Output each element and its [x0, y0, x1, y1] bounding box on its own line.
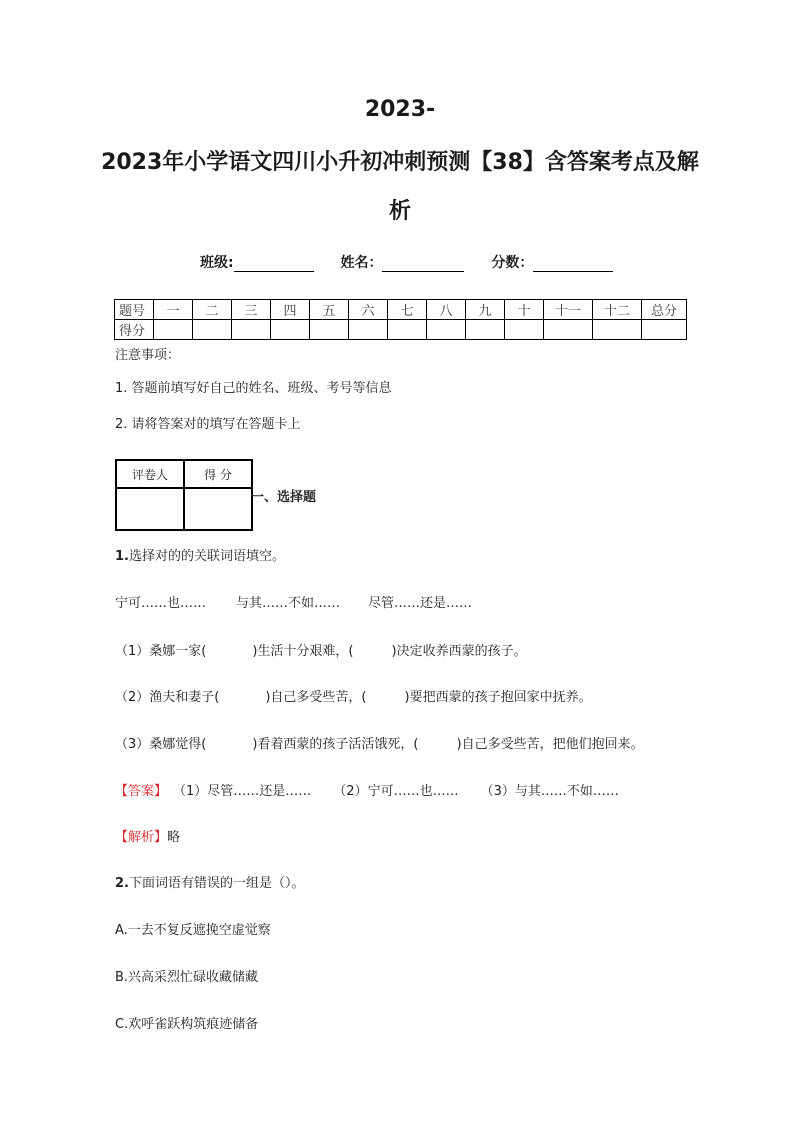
score-header-cell: 六 — [349, 300, 388, 320]
name-field — [340, 255, 464, 271]
item-text: )生活十分艰难，( — [252, 644, 354, 659]
item-text: )要把西蒙的孩子抱回家中抚养。 — [404, 690, 592, 705]
score-cell[interactable] — [466, 320, 505, 340]
answer-item: （2）宁可……也…… — [333, 784, 459, 799]
score-cell[interactable] — [593, 320, 642, 340]
question-2-number: 2. — [115, 876, 129, 891]
name-blank — [382, 257, 464, 272]
title-line-3: 析 — [388, 199, 411, 224]
option-conjunction: 与其……不如…… — [236, 596, 341, 611]
name-label: 姓名： — [340, 255, 383, 271]
score-header-cell: 二 — [193, 300, 232, 320]
score-cell[interactable] — [193, 320, 232, 340]
score-header-cell: 八 — [427, 300, 466, 320]
score-label: 分数： — [491, 255, 534, 271]
question-1-text: 选择对的的关联词语填空。 — [128, 549, 285, 564]
option-conjunction: 尽管……还是…… — [368, 596, 473, 611]
question-1-options — [115, 592, 472, 611]
score-cell[interactable] — [388, 320, 427, 340]
section-title: 一、选择题 — [251, 490, 317, 505]
item-text: )决定收养西蒙的孩子。 — [391, 644, 527, 659]
analysis-text: 略 — [167, 830, 181, 845]
answer-item: （3）与其……不如…… — [480, 784, 619, 799]
question-2-option-b[interactable]: B.兴高采烈忙碌收藏储藏 — [115, 970, 259, 985]
student-info — [200, 252, 635, 272]
question-1-item — [115, 733, 644, 752]
score-cell[interactable] — [642, 320, 687, 340]
grader-score-label: 得 分 — [184, 460, 252, 488]
option-conjunction: 宁可……也…… — [115, 596, 207, 611]
score-header-cell: 四 — [271, 300, 310, 320]
score-field — [491, 255, 613, 271]
question-1-number: 1. — [115, 549, 129, 564]
class-label: 班级: — [200, 255, 234, 271]
score-cell[interactable] — [271, 320, 310, 340]
question-1-analysis — [115, 826, 180, 845]
score-cell[interactable] — [544, 320, 593, 340]
score-blank — [533, 257, 613, 272]
score-header-cell: 三 — [232, 300, 271, 320]
score-header-cell: 题号 — [115, 300, 154, 320]
answer-label: 【答案】 — [115, 784, 168, 799]
score-cell[interactable] — [349, 320, 388, 340]
item-text: （1）桑娜一家( — [115, 644, 207, 659]
question-1-stem — [115, 545, 285, 564]
question-1-item — [115, 686, 592, 705]
grader-label: 评卷人 — [116, 460, 184, 488]
question-1-answer — [115, 780, 619, 799]
score-table-header-row — [115, 300, 687, 320]
question-2-stem — [115, 872, 305, 891]
score-header-cell: 十一 — [544, 300, 593, 320]
score-table-score-row — [115, 320, 687, 340]
score-row-label: 得分 — [115, 320, 154, 340]
score-header-cell: 十二 — [593, 300, 642, 320]
notes-item: 2. 请将答案对的填写在答题卡上 — [115, 417, 301, 432]
grader-score-cell[interactable] — [184, 488, 252, 530]
score-cell[interactable] — [154, 320, 193, 340]
score-cell[interactable] — [505, 320, 544, 340]
item-text: )自己多受些苦，把他们抱回来。 — [456, 737, 644, 752]
title-line-2: 2023年小学语文四川小升初冲刺预测【38】含答案考点及解 — [101, 150, 699, 175]
score-header-cell: 十 — [505, 300, 544, 320]
class-field — [200, 255, 314, 271]
grader-name-cell[interactable] — [116, 488, 184, 530]
class-blank — [234, 257, 314, 272]
question-2-option-c[interactable]: C.欢呼雀跃构筑痕迹储备 — [115, 1017, 259, 1032]
score-header-cell: 五 — [310, 300, 349, 320]
score-cell[interactable] — [310, 320, 349, 340]
score-cell[interactable] — [427, 320, 466, 340]
score-header-cell: 七 — [388, 300, 427, 320]
item-text: )自己多受些苦，( — [265, 690, 367, 705]
grader-table — [115, 459, 253, 531]
item-text: )看着西蒙的孩子活活饿死，( — [252, 737, 419, 752]
score-header-cell: 一 — [154, 300, 193, 320]
notes-title: 注意事项： — [115, 348, 181, 363]
analysis-label: 【解析】 — [115, 830, 168, 845]
question-2-text: 下面词语有错误的一组是（）。 — [128, 876, 305, 891]
question-2-option-a[interactable]: A.一去不复反遮挽空虚觉察 — [115, 923, 271, 938]
item-text: （2）渔夫和妻子( — [115, 690, 220, 705]
score-header-cell: 总分 — [642, 300, 687, 320]
notes-item: 1. 答题前填写好自己的姓名、班级、考号等信息 — [115, 381, 392, 396]
question-1-item — [115, 640, 527, 659]
score-header-cell: 九 — [466, 300, 505, 320]
score-table — [114, 299, 687, 340]
score-cell[interactable] — [232, 320, 271, 340]
answer-item: （1）尽管……还是…… — [173, 784, 312, 799]
title-line-1: 2023- — [364, 97, 436, 122]
item-text: （3）桑娜觉得( — [115, 737, 207, 752]
